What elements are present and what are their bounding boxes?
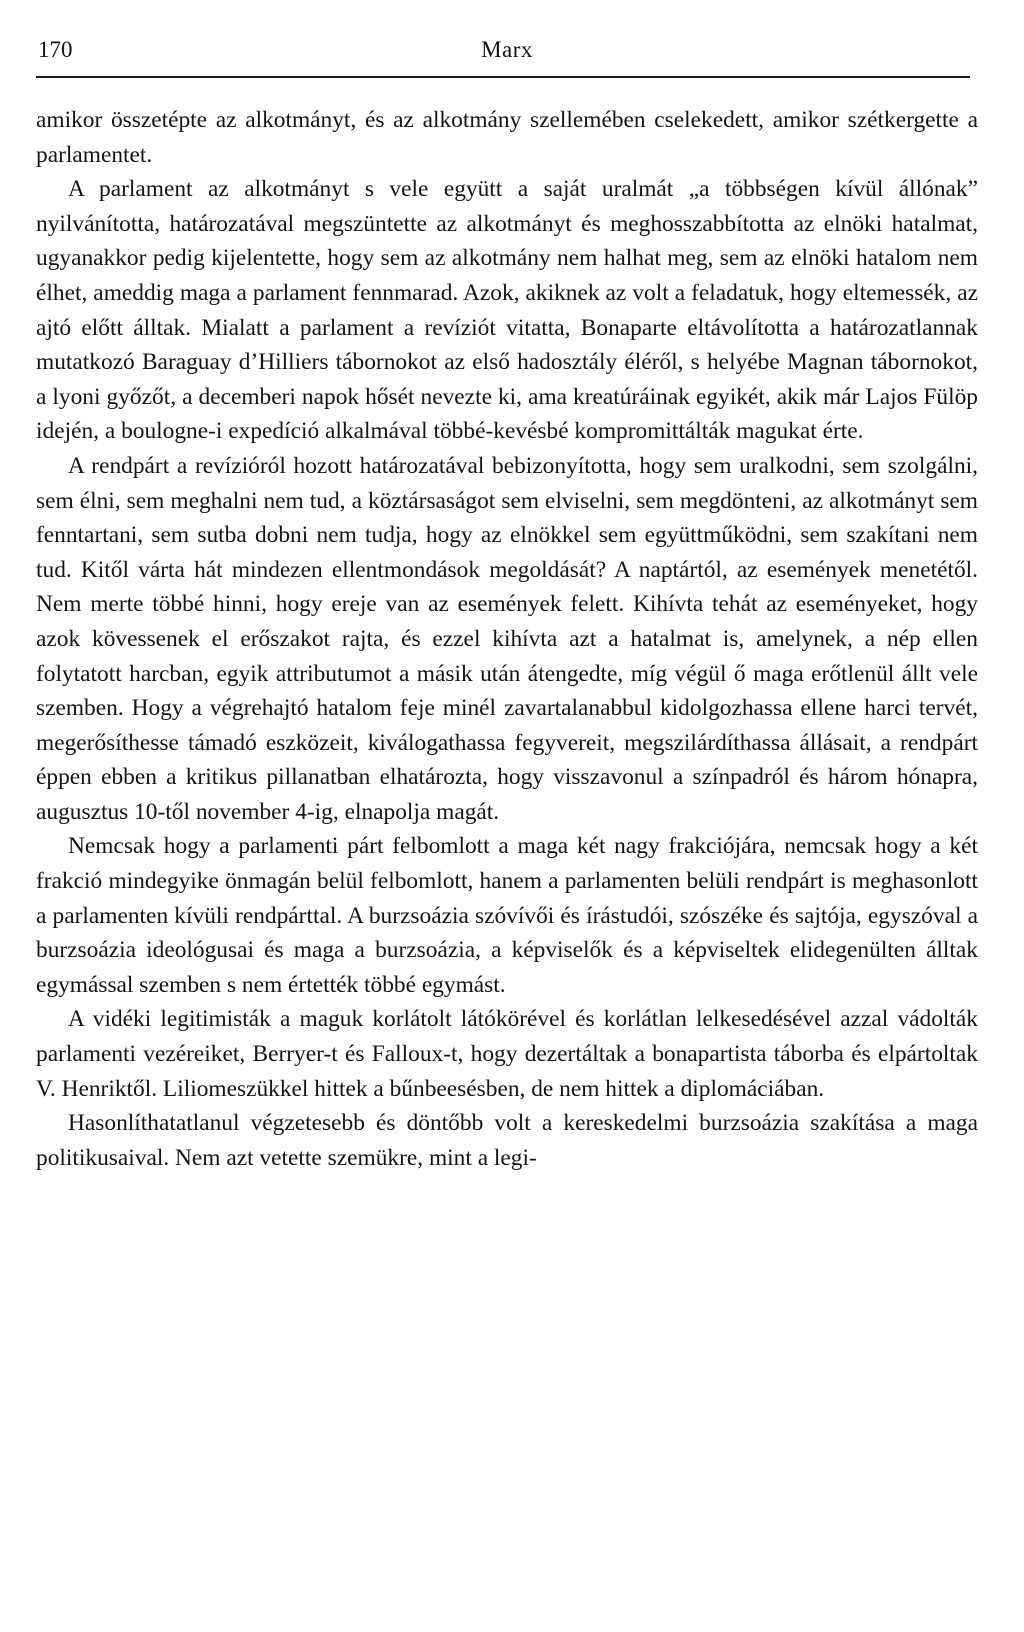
paragraph-continuation: amikor összetépte az alkotmányt, és az alkotmány szellemében cselekedett, amikor szétkergette a parlamentet.: [36, 107, 978, 168]
book-page: [36, 30, 978, 1175]
running-title: Marx: [481, 37, 533, 62]
paragraph: Hasonlíthatatlanul végzetesebb és döntőbb volt a kereskedelmi burzsoázia szakítása a maga politikusaival. Nem azt vetette szemükre, mint a legi-: [36, 1110, 978, 1171]
paragraph: Nemcsak hogy a parlamenti párt felbomlott a maga két nagy frakciójára, nemcsak hogy a két frakció mindegyike önmagán belül felbomlott, hanem a parlamenten belüli rendpárt is meghasonlott a parlamenten kívüli rendpárttal. A burzsoázia szóvívői és írástudói, szószéke és sajtója, egyszóval a burzsoázia ideológusai és maga a burzsoázia, a képviselők és a képviseltek elidegenülten álltak egymással szemben s nem értették többé egymást.: [36, 833, 978, 998]
paragraph: A parlament az alkotmányt s vele együtt a saját uralmát „a többségen kívül állónak” nyilvánította, határozatával megszüntette az alkotmányt és meghosszabbította az elnöki hatalmat, ugyanakkor pedig kijelentette, hogy sem az alkotmány nem halhat meg, sem az elnöki hatalom nem élhet, ameddig maga a parlament fennmarad. Azok, akiknek az volt a feladatuk, hogy eltemessék, az ajtó előtt álltak. Mialatt a parlament a revíziót vitatta, Bonaparte eltávolította a határozatlannak mutatkozó Baraguay d’Hilliers tábornokot az első hadosztály éléről, s helyébe Magnan tábornokot, a lyoni győzőt, a decemberi napok hősét nevezte ki, ama kreatúráinak egyikét, akik már Lajos Fülöp idején, a boulogne-i expedíció alkalmával többé-kevésbé kompromittálták magukat érte.: [36, 176, 978, 445]
body-text: [36, 103, 978, 1175]
page-number: 170: [38, 37, 73, 62]
running-head: [36, 30, 978, 70]
paragraph: A rendpárt a revízióról hozott határozatával bebizonyította, hogy sem uralkodni, sem szolgálni, sem élni, sem meghalni nem tud, a köztársaságot sem elviselni, sem megdönteni, az alkotmányt sem fenntartani, sem sutba dobni nem tudja, hogy az elnökkel sem együttműködni, sem szakítani nem tud. Kitől várta hát mindezen ellentmondások megoldását? A naptártól, az események menetétől. Nem merte többé hinni, hogy ereje van az események felett. Kihívta tehát az eseményeket, hogy azok kövessenek el erőszakot rajta, és ezzel kihívta azt a hatalmat is, amelynek, a nép ellen folytatott harcban, egyik attributumot a másik után átengedte, míg végül ő maga erőtlenül állt vele szemben. Hogy a végrehajtó hatalom feje minél zavartalanabbul kidolgozhassa ellene harci tervét, megerősíthesse támadó eszközeit, kiválogathassa fegyvereit, megszilárdíthassa állásait, a rendpárt éppen ebben a kritikus pillanatban elhatározta, hogy visszavonul a színpadról és három hónapra, augusztus 10-től november 4-ig, elnapolja magát.: [36, 452, 978, 825]
paragraph: A vidéki legitimisták a maguk korlátolt látókörével és korlátlan lelkesedésével azzal vádolták parlamenti vezéreiket, Berryer-t és Falloux-t, hogy dezertáltak a bonapartista táborba és elpártoltak V. Henriktől. Liliomeszükkel hittek a bűnbeesésben, de nem hittek a diplomáciában.: [36, 1006, 978, 1102]
header-rule: [36, 76, 970, 78]
